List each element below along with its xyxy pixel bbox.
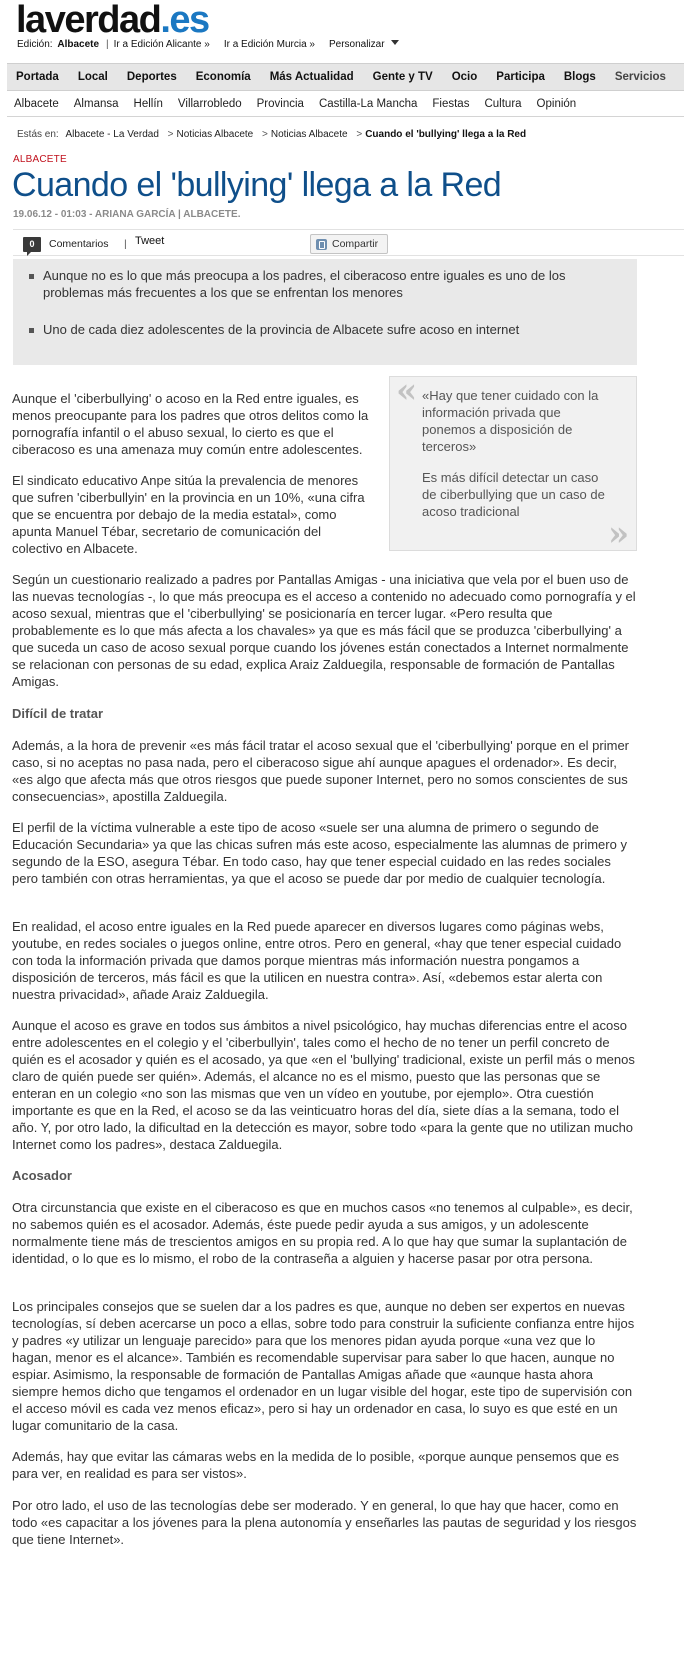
logo-tld: .es [160, 0, 209, 41]
main-nav-item[interactable]: Deportes [126, 71, 177, 83]
edition-bar [17, 39, 403, 50]
main-nav-item[interactable]: Portada [16, 71, 59, 83]
sub-nav-item[interactable]: Albacete [14, 98, 59, 110]
article-paragraph: Aunque el 'ciberbullying' o acoso en la Red entre iguales, es menos preocupante para los padres que otros delitos como la pornografía infantil o el abuso sexual, lo cierto es que el ciberacoso es una amenaza muy común entre adolescentes. [12, 391, 369, 457]
pull-quote: «Hay que tener cuidado con la información privada que ponemos a disposición de terceros» [422, 388, 599, 454]
edition-alicante-link[interactable]: Ir a Edición Alicante » [113, 39, 210, 50]
main-nav-item[interactable]: Blogs [563, 71, 596, 83]
edition-murcia-link[interactable]: Ir a Edición Murcia » [223, 39, 315, 50]
quote-open-icon: « [396, 371, 418, 411]
breadcrumb-current: Cuando el 'bullying' llega a la Red [365, 129, 527, 140]
breadcrumb-item[interactable]: Albacete - La Verdad [65, 129, 159, 140]
caret-down-icon [391, 40, 399, 45]
summary-point: Aunque no es lo que más preocupa a los padres, el ciberacoso entre iguales es uno de los problemas más frecuentes a los que se enfrentan los menores [43, 267, 613, 301]
sub-nav-item[interactable]: Villarrobledo [177, 98, 242, 110]
article-paragraph: Aunque el acoso es grave en todos sus ámbitos a nivel psicológico, hay muchas diferencias entre el acoso entre adolescentes en el colegio y el 'ciberbullyin', tales como el hecho de no tener un perfil concreto de quién es el acosador y quién es el acosado, ya que «en el 'bullying' tradicional, existe un perfil más o menos claro de quién puede ser quién». Además, el alcance no es el mismo, puesto que las personas que se enteran en un colegio «no son las mismas que ven un vídeo en youtube, por ejemplo». Otra cuestión importante es que en la Red, el acoso se da las veinticuatro horas del día, siete días a la semana, todo el año. Y, por otro lado, la dificultad en la detección es mayor, sobre todo «para la gente que no utilizan mucho Internet como los padres», destaca Zalduegila. [12, 1018, 635, 1152]
comments-link[interactable]: Comentarios [49, 238, 109, 250]
sub-nav-item[interactable]: Hellín [133, 98, 163, 110]
main-nav-item[interactable]: Servicios [614, 71, 666, 83]
personalize-menu[interactable] [329, 39, 401, 50]
sub-nav-item[interactable]: Castilla-La Mancha [318, 98, 418, 110]
social-bar [13, 229, 684, 256]
sub-nav-item[interactable]: Opinión [536, 98, 577, 110]
article-paragraph: Según un cuestionario realizado a padres por Pantallas Amigas - una iniciativa que vela por el buen uso de las nuevas tecnologías -, lo que más preocupa es el acceso a contenido no adecuado como pornografía y el acoso sexual, mientras que el 'ciberbullying' se posicionaría en tercer lugar. «Pero resulta que probablemente es lo que más afecta a los chavales» ya que es más fácil que se produzca 'ciberbullying' a que suceda un caso de acoso sexual porque cuando los jóvenes están conectados a Internet normalmente se relacionan con personas de su edad, explica Araiz Zalduegila, responsable de formación de Pantallas Amigas. [12, 572, 636, 689]
main-nav [7, 63, 684, 91]
article-paragraph: Por otro lado, el uso de las tecnologías debe ser moderado. Y en general, lo que hay que hacer, como en todo «es capacitar a los jóvenes para la plena autonomía y enseñarles las pautas de seguridad y los riesgos que tiene Internet». [12, 1498, 637, 1547]
site-header [0, 0, 684, 60]
article-paragraph: Además, a la hora de prevenir «es más fácil tratar el acoso sexual que el 'ciberbullying' porque en el primer caso, si no aceptas no pasa nada, pero el ciberacoso sigue ahí aunque apagues el ordenador». Es decir, «es algo que afecta más que otros riesgos que puede suponer Internet, pero no somos conscientes de sus consecuencias», apostilla Zalduegila. [12, 738, 630, 804]
sub-nav-item[interactable]: Provincia [256, 98, 304, 110]
breadcrumb [17, 129, 526, 140]
comment-count-badge[interactable]: 0 [23, 237, 41, 252]
article-paragraph: El sindicato educativo Anpe sitúa la prevalencia de menores que sufren 'ciberbullyin' en la provincia en un 10%, «una cifra que se encuentra por debajo de la media estatal», como apunta Manuel Tébar, secretario de comunicación del colectivo en Albacete. [12, 473, 365, 556]
tweet-button[interactable]: Tweet [135, 235, 165, 247]
share-label: Compartir [332, 238, 379, 250]
article-title: Cuando el 'bullying' llega a la Red [12, 166, 502, 204]
summary-point: Uno de cada diez adolescentes de la provincia de Albacete sufre acoso en internet [43, 321, 613, 338]
share-icon [316, 239, 327, 250]
breadcrumb-item[interactable]: Noticias Albacete [270, 129, 348, 140]
article-byline: 19.06.12 - 01:03 - ARIANA GARCÍA | ALBACETE. [13, 209, 241, 220]
sub-nav-item[interactable]: Fiestas [432, 98, 470, 110]
edition-value: Albacete [57, 39, 100, 50]
sub-nav-item[interactable]: Cultura [484, 98, 522, 110]
breadcrumb-separator: > [356, 129, 363, 140]
article-paragraph: En realidad, el acoso entre iguales en la Red puede aparecer en diversos lugares como páginas webs, youtube, en redes sociales o juegos online, entre otros. Pero en general, «hay que tener especial cuidado con toda la información privada que damos porque mientras más información nuestra pongamos a disposición de terceros, más fácil es que la utilicen en nuestra contra». Así, «debemos estar alerta con nuestra privacidad», añade Araiz Zalduegila. [12, 919, 622, 1002]
article-paragraph: El perfil de la víctima vulnerable a este tipo de acoso «suele ser una alumna de primero o segundo de Educación Secundaria» ya que las chicas sufren más este acoso, especialmente las alumnas de primero y segundo de la ESO, asegura Tébar. En todo caso, hay que tener especial cuidado en las redes sociales pero también con otras herramientas, ya que el acoso se puede dar por medio de cualquier tecnología. [12, 820, 627, 886]
pull-quote: Es más difícil detectar un caso de ciberbullying que un caso de acoso tradicional [422, 470, 605, 519]
article-paragraph: Los principales consejos que se suelen dar a los padres es que, aunque no deben ser expertos en nuevas tecnologías, sí deben acercarse un poco a ellas, sobre todo para construir la suficiente confianza entre hijos y padres «y utilizar un lenguaje parecido» para que los menores pidan ayuda porque «una vez que lo hagan, menor es el alcance». También es recomendable supervisar para saber lo que hacen, aunque no espiar. Asimismo, la responsable de formación de Pantallas Amigas añade que «aunque hasta ahora siempre hemos dicho que tengamos el ordenador en un lugar visible del hogar, este tipo de supervisión con el acceso móvil es cada vez menos eficaz», pero si hay un ordenador en casa, lo suyo es que esté en un lugar comunitario de la casa. [12, 1299, 635, 1433]
section-label[interactable]: ALBACETE [13, 154, 67, 165]
share-button[interactable] [310, 234, 388, 254]
article-summary [13, 259, 637, 365]
article-subhead: Acosador [12, 1168, 72, 1183]
divider: | [124, 238, 127, 250]
main-nav-item[interactable]: Ocio [451, 71, 478, 83]
breadcrumb-separator: > [167, 129, 174, 140]
article-subhead: Difícil de tratar [12, 706, 104, 721]
breadcrumb-separator: > [262, 129, 268, 140]
breadcrumb-label: Estás en: [17, 129, 59, 140]
main-nav-item[interactable]: Economía [195, 71, 251, 83]
personalize-label: Personalizar [328, 39, 385, 50]
breadcrumb-item[interactable]: Noticias Albacete [176, 129, 254, 140]
quote-close-icon: » [608, 514, 630, 554]
sub-nav-item[interactable]: Almansa [73, 98, 119, 110]
main-nav-item[interactable]: Gente y TV [372, 71, 433, 83]
pull-quote-box [389, 371, 637, 554]
article-paragraph: Otra circunstancia que existe en el ciberacoso es que en muchos casos «no tenemos al culpable», es decir, no sabemos quién es el acosador. Además, éste puede pedir ayuda a sus amigos, y un adolescente normalmente tiene más de trescientos amigos en su propia red. A lo que hay que sumar la suplantación de identidad, o lo que es lo mismo, el robo de la contraseña a alguien y hacerse pasar por otra persona. [12, 1200, 633, 1266]
main-nav-item[interactable]: Local [77, 71, 108, 83]
sub-nav [7, 92, 684, 117]
edition-label: Edición: [17, 39, 53, 50]
edition-separator: | [106, 39, 109, 50]
main-nav-item[interactable]: Participa [496, 71, 545, 83]
site-logo[interactable] [16, 0, 209, 42]
logo-name: laverdad [16, 0, 161, 41]
article-paragraph: Además, hay que evitar las cámaras webs en la medida de lo posible, «porque aunque pensemos que es para ver, en realidad es para ser vistos». [12, 1449, 620, 1481]
main-nav-item[interactable]: Más Actualidad [269, 71, 354, 83]
